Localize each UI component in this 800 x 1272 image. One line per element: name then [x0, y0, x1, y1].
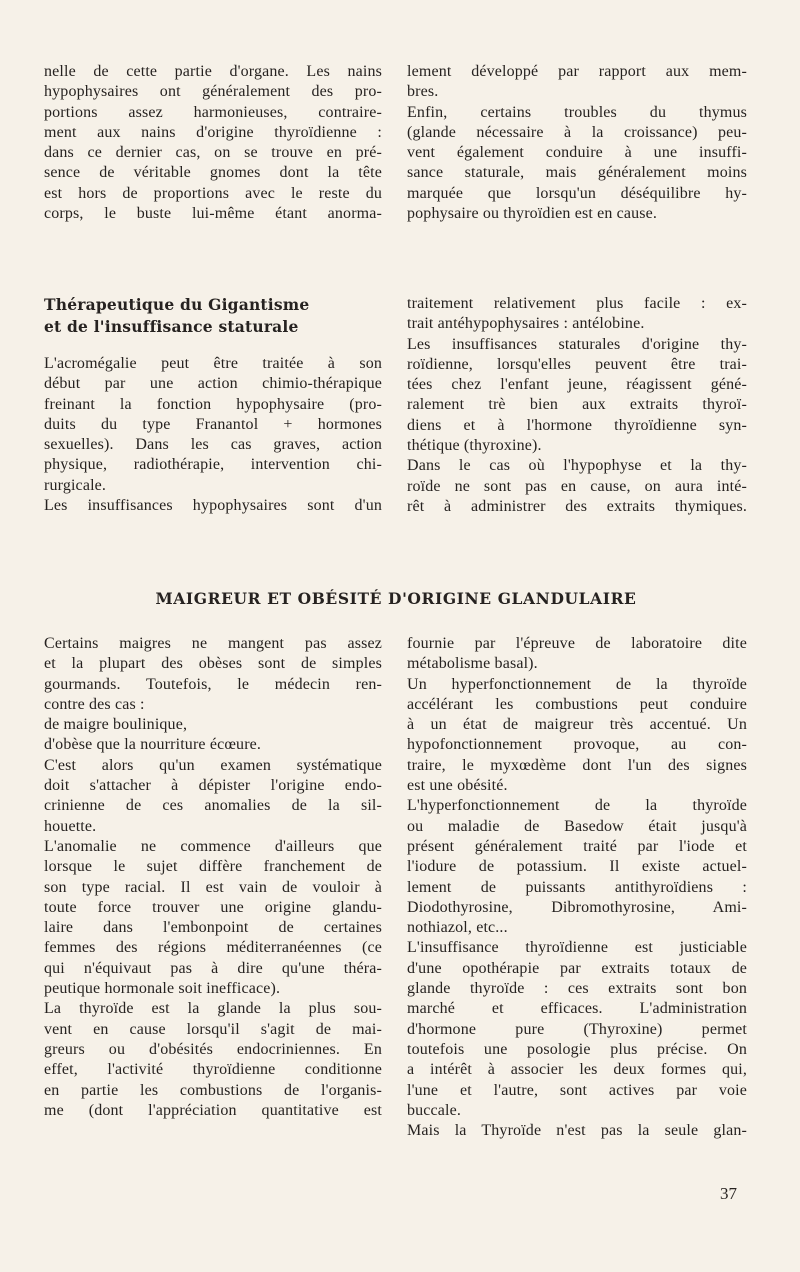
text-line: Diodothyrosine, Dibromothyrosine, Ami- — [407, 898, 747, 916]
text-line: métabolisme basal). — [407, 655, 538, 673]
text-line: roïdienne, lorsqu'elles peuvent être trai- — [407, 355, 747, 373]
text-line: marquée que lorsqu'un déséquilibre hy- — [407, 184, 747, 202]
paragraph — [44, 354, 382, 496]
top-left-column — [44, 62, 382, 224]
text-line: sence de véritable gnomes dont la tête — [44, 164, 382, 182]
text-line: trait antéhypophysaires : antélobine. — [407, 315, 645, 333]
text-line: buccale. — [407, 1101, 462, 1119]
text-line: début par une action chimio-thérapique — [44, 375, 382, 393]
heading-line: et de l'insuffisance staturale — [44, 317, 299, 336]
text-line: Mais la Thyroïde n'est pas la seule glan- — [407, 1122, 747, 1140]
text-line: L'hyperfonctionnement de la thyroïde — [407, 797, 747, 815]
text-line: nelle de cette partie d'organe. Les nains — [44, 63, 382, 80]
paragraph — [407, 938, 747, 1121]
text-line: qui n'équivaut pas à dire qu'une théra- — [44, 959, 382, 977]
text-line: La thyroïde est la glande la plus sou- — [44, 1000, 382, 1018]
paragraph — [407, 1121, 747, 1141]
text-line: est une obésité. — [407, 777, 508, 795]
text-line: fournie par l'épreuve de laboratoire dite — [407, 635, 747, 652]
paragraph — [407, 335, 747, 457]
text-line: rurgicale. — [44, 476, 107, 494]
text-line: son type racial. Il est vain de vouloir à — [44, 878, 382, 896]
text-line: lorsque le sujet diffère franchement de — [44, 858, 382, 876]
text-line: d'hormone pure (Thyroxine) permet — [407, 1020, 747, 1038]
text-line: hypophysaires ont généralement des pro- — [44, 83, 382, 101]
text-line: ment aux nains d'origine thyroïdienne : — [44, 123, 382, 141]
text-line: freinant la fonction hypophysaire (pro- — [44, 395, 382, 413]
text-line: pophysaire ou thyroïdien est en cause. — [407, 205, 658, 223]
paragraph — [407, 675, 747, 797]
text-line: effet, l'activité thyroïdienne conditionne — [44, 1061, 382, 1079]
text-line: doit s'attacher à dépister l'origine endo- — [44, 777, 382, 795]
text-line: tées chez l'enfant jeune, réagissent géné- — [407, 376, 747, 394]
text-line: de maigre boulinique, — [44, 716, 188, 734]
text-line: vent en cause lorsqu'il s'agit de mai- — [44, 1020, 382, 1038]
text-line: a intérêt à associer les deux formes qui, — [407, 1061, 747, 1079]
text-line: bres. — [407, 83, 439, 101]
text-line: peutique hormonale soit inefficace). — [44, 980, 281, 998]
paragraph — [407, 456, 747, 517]
text-line: C'est alors qu'un examen systématique — [44, 756, 382, 774]
text-line: sexuelles). Dans les cas graves, action — [44, 436, 382, 454]
therapy-left-column — [44, 294, 382, 516]
section-right-column — [407, 634, 747, 1141]
text-line: houette. — [44, 817, 97, 835]
paragraph — [44, 715, 382, 735]
text-line: Dans le cas où l'hypophyse et la thy- — [407, 457, 747, 475]
text-line: lement de puissants antithyroïdiens : — [407, 878, 747, 896]
text-line: L'insuffisance thyroïdienne est justiciable — [407, 939, 747, 957]
text-line: toute force trouver une origine glandu- — [44, 898, 382, 916]
text-line: présent généralement traité par l'iode et — [407, 837, 747, 855]
paragraph — [44, 837, 382, 999]
section-left-column — [44, 634, 382, 1121]
text-line: toutefois une posologie plus précise. On — [407, 1040, 747, 1058]
text-line: duits du type Franantol + hormones — [44, 415, 382, 433]
text-line: corps, le buste lui-même étant anorma- — [44, 205, 382, 223]
text-line: hypofonctionnement provoque, au con- — [407, 736, 747, 754]
text-line: glande thyroïde : ces extraits sont bon — [407, 980, 747, 998]
text-line: et la plupart des obèses sont de simples — [44, 655, 382, 673]
paragraph — [407, 294, 747, 335]
text-line: me (dont l'appréciation quantitative est — [44, 1101, 382, 1119]
text-line: vent également conduire à une insuffi- — [407, 144, 747, 162]
paragraph — [44, 756, 382, 837]
paragraph — [44, 735, 382, 755]
text-line: contre des cas : — [44, 695, 145, 713]
text-line: greurs ou d'obésités endocriniennes. En — [44, 1040, 382, 1058]
text-line: portions assez harmonieuses, contraire- — [44, 103, 382, 121]
paragraph — [407, 103, 747, 225]
text-line: Un hyperfonctionnement de la thyroïde — [407, 675, 747, 693]
text-line: ralement trè bien aux extraits thyroï- — [407, 396, 747, 414]
text-line: rêt à administrer des extraits thymiques. — [407, 497, 747, 515]
text-line: d'obèse que la nourriture écœure. — [44, 736, 262, 754]
text-line: est hors de proportions avec le reste du — [44, 184, 382, 202]
text-line: roïde ne sont pas en cause, on aura inté- — [407, 477, 747, 495]
text-line: lement développé par rapport aux mem- — [407, 63, 747, 80]
text-line: traitement relativement plus facile : ex- — [407, 295, 747, 312]
text-line: l'une et l'autre, sont actives par voie — [407, 1081, 747, 1099]
text-line: d'une opothérapie par extraits totaux de — [407, 959, 747, 977]
text-line: femmes des régions méditerranéennes (ce — [44, 939, 382, 957]
paragraph — [44, 62, 382, 224]
text-line: accélérant les combustions peut conduire — [407, 695, 747, 713]
text-line: ou maladie de Basedow était jusqu'à — [407, 817, 747, 835]
therapy-right-column — [407, 294, 747, 517]
text-line: diens et à l'hormone thyroïdienne syn- — [407, 416, 747, 434]
text-line: Enfin, certains troubles du thymus — [407, 103, 747, 121]
text-line: à un état de maigreur très accentué. Un — [407, 716, 747, 734]
text-line: (glande nécessaire à la croissance) peu- — [407, 123, 747, 141]
subsection-heading — [44, 294, 382, 338]
text-line: physique, radiothérapie, intervention chi- — [44, 456, 382, 474]
text-line: nothiazol, etc... — [407, 919, 508, 937]
paragraph — [44, 999, 382, 1121]
text-line: thétique (thyroxine). — [407, 437, 542, 455]
text-line: sance staturale, mais généralement moins — [407, 164, 747, 182]
section-title: MAIGREUR ET OBÉSITÉ D'ORIGINE GLANDULAIRE — [155, 589, 637, 608]
paragraph — [44, 496, 382, 516]
text-line: l'iodure de potassium. Il existe actuel- — [407, 858, 747, 876]
text-line: gourmands. Toutefois, le médecin ren- — [44, 675, 382, 693]
top-right-column — [407, 62, 747, 224]
text-line: Les insuffisances staturales d'origine thy- — [407, 335, 747, 353]
paragraph — [407, 634, 747, 675]
page-number: 37 — [720, 1184, 737, 1203]
text-line: en partie les combustions de l'organis- — [44, 1081, 382, 1099]
heading-line: Thérapeutique du Gigantisme — [44, 295, 310, 314]
paragraph — [44, 634, 382, 715]
text-line: marché et efficaces. L'administration — [407, 1000, 747, 1018]
paragraph — [407, 796, 747, 938]
text-line: L'anomalie ne commence d'ailleurs que — [44, 837, 382, 855]
text-line: Certains maigres ne mangent pas assez — [44, 635, 382, 652]
text-line: laire dans l'embonpoint de certaines — [44, 919, 382, 937]
text-line: L'acromégalie peut être traitée à son — [44, 355, 382, 372]
paragraph — [407, 62, 747, 103]
text-line: Les insuffisances hypophysaires sont d'un — [44, 497, 382, 515]
text-line: dans ce dernier cas, on se trouve en pré- — [44, 144, 382, 162]
text-line: crinienne de ces anomalies de la sil- — [44, 797, 382, 815]
text-line: traire, le myxœdème dont l'un des signes — [407, 756, 747, 774]
